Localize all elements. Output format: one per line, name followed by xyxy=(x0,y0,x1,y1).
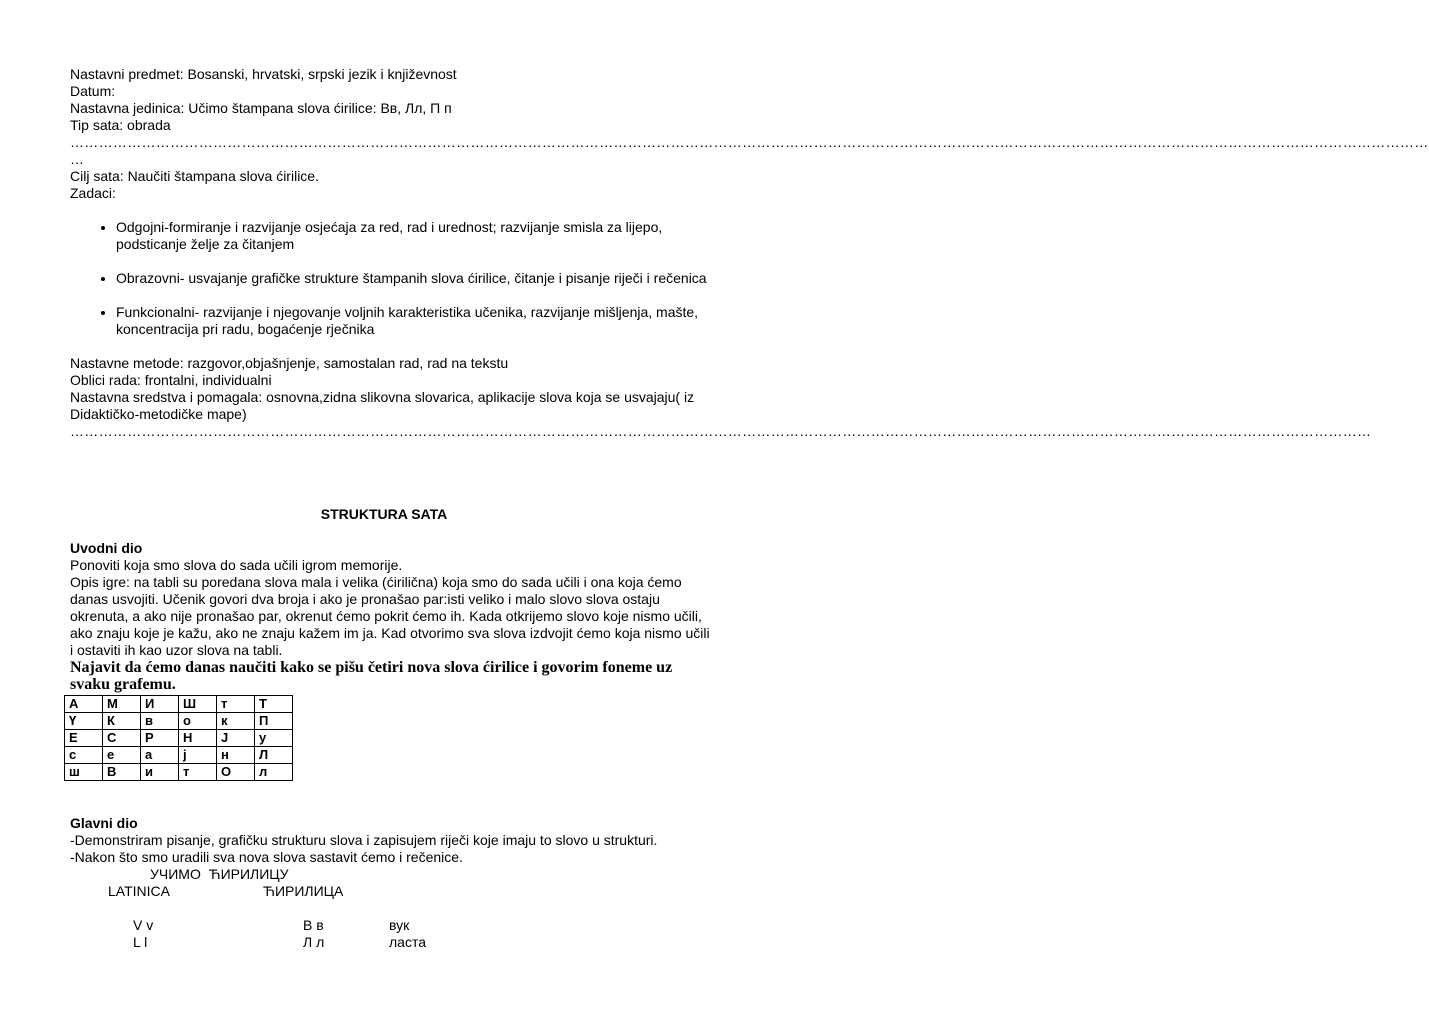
game-description: Opis igre: na tabli su poredana slova mala i velika (ćirilična) koja smo do sada učili i ona koja ćemo danas usvojiti. Učenik govori dva broja i ako je pronašao par:isti veliko i malo slovo slova ostaju okrenuta, a ako nije pronašao par, okrenut ćemo pokrit ćemo ih. Kada otkrijemo slovo koje nismo učili, ako znaju koje je kažu, ako ne znaju kažem im ja. Kad otvorimo sva slova izdvojit ćemo koja nismo učili i ostaviti ih kao uzor slova na tabli. xyxy=(70,574,710,658)
letter-grid-row xyxy=(65,764,293,781)
task-item: • Obrazovni- usvajanje grafičke strukture štampanih slova ćirilice, čitanje i pisanje riječi i rečenica xyxy=(116,270,710,287)
letter-row xyxy=(70,934,710,951)
letter-grid-cell: в xyxy=(141,713,179,730)
teaching-aids-line: Nastavna sredstva i pomagala: osnovna,zidna slikovna slovarica, aplikacije slova koja se usvajaju( iz Didaktičko-metodičke mape) xyxy=(70,389,695,422)
letter-grid-cell: н xyxy=(217,747,255,764)
letter-grid-cell: ш xyxy=(65,764,103,781)
task-item: • Funkcionalni- razvijanje i njegovanje voljnih karakteristika učenika, razvijanje mišljenja, mašte, koncentracija pri radu, bogaćenje rječnika xyxy=(116,304,710,338)
alphabet-heading-row xyxy=(70,866,710,883)
letter-grid-cell: Р xyxy=(141,730,179,747)
letter-grid-cell: П xyxy=(255,713,293,730)
example-word: ласта xyxy=(389,934,426,950)
letter-grid-cell: к xyxy=(217,713,255,730)
cyrillic-letter: В в xyxy=(303,917,324,933)
letter-grid-cell: с xyxy=(65,747,103,764)
letter-grid-cell: т xyxy=(217,696,255,713)
latin-column-header: LATINICA xyxy=(108,883,170,899)
work-forms-line: Oblici rada: frontalni, individualni xyxy=(70,372,272,388)
dotted-separator: …………………………………………………………………………………………………………………………………………………………………………………………………………………………………………………………… xyxy=(70,134,1429,150)
letter-grid-cell: Ј xyxy=(217,730,255,747)
letter-grid-cell: а xyxy=(141,747,179,764)
letter-grid-cell: С xyxy=(103,730,141,747)
letter-grid-cell: у xyxy=(255,730,293,747)
main-section-title: Glavni dio xyxy=(70,815,138,831)
letter-grid-cell: о xyxy=(179,713,217,730)
methods-line: Nastavne metode: razgovor,objašnjenje, samostalan rad, rad na tekstu xyxy=(70,355,509,371)
cyrillic-letter: Л л xyxy=(303,934,325,950)
document-page xyxy=(69,66,1429,951)
letter-grid-cell: л xyxy=(255,764,293,781)
letter-grid-cell: И xyxy=(141,696,179,713)
letter-grid-cell: Л xyxy=(255,747,293,764)
dotted-separator: ………………………………………………………………………………………………………………………………………………………………………………………………………………………………………………… xyxy=(70,423,1372,439)
latin-letter: L l xyxy=(133,934,148,950)
date-line: Datum: xyxy=(70,83,116,99)
example-word: вук xyxy=(389,917,410,933)
letter-grid-row xyxy=(65,696,293,713)
intro-section-title: Uvodni dio xyxy=(70,540,143,556)
letter-grid-row xyxy=(65,747,293,764)
letter-grid-cell: В xyxy=(103,764,141,781)
letter-grid-row xyxy=(65,713,293,730)
lesson-type-line: Tip sata: obrada xyxy=(70,117,171,133)
letter-grid-cell: М xyxy=(103,696,141,713)
letter-grid-cell: К xyxy=(103,713,141,730)
letter-grid xyxy=(64,695,293,781)
announcement-text: Najavit da ćemo danas naučiti kako se pišu četiri nova slova ćirilice i govorim foneme uz svaku grafemu. xyxy=(70,659,673,693)
letter-grid-cell: т xyxy=(179,764,217,781)
letter-grid-cell: А xyxy=(65,696,103,713)
tasks-label: Zadaci: xyxy=(70,185,116,201)
cyrillic-column-header: ЋИРИЛИЦА xyxy=(263,883,344,899)
letter-grid-cell: Ү xyxy=(65,713,103,730)
letter-grid-row xyxy=(65,730,293,747)
letter-row xyxy=(70,917,710,934)
latin-letter: V v xyxy=(133,917,154,933)
letter-grid-cell: Н xyxy=(179,730,217,747)
letter-grid-cell: ј xyxy=(179,747,217,764)
lesson-goal-line: Cilj sata: Naučiti štampana slova ćirilice. xyxy=(70,168,319,184)
tasks-list xyxy=(70,219,710,338)
letter-grid-cell: Е xyxy=(65,730,103,747)
main-instruction-2: -Nakon što smo uradili sva nova slova sastavit ćemo i rečenice. xyxy=(70,849,463,865)
letter-grid-cell: и xyxy=(141,764,179,781)
subject-line: Nastavni predmet: Bosanski, hrvatski, srpski jezik i književnost xyxy=(70,66,457,82)
letter-grid-cell: е xyxy=(103,747,141,764)
main-instruction-1: -Demonstriram pisanje, grafičku strukturu slova i zapisujem riječi koje imaju to slovo u strukturi. xyxy=(70,832,658,848)
intro-paragraph: Ponoviti koja smo slova do sada učili igrom memorije. xyxy=(70,557,403,573)
lesson-structure-title: STRUKTURA SATA xyxy=(320,506,448,522)
letter-grid-cell: Ш xyxy=(179,696,217,713)
lesson-unit-line: Nastavna jedinica: Učimo štampana slova ćirilice: Вв, Лл, П п xyxy=(70,100,452,116)
dotted-separator-continuation: … xyxy=(70,151,84,167)
letter-grid-cell: Т xyxy=(255,696,293,713)
task-item: • Odgojni-formiranje i razvijanje osjećaja za red, rad i urednost; razvijanje smisla za lijepo, podsticanje želje za čitanjem xyxy=(116,219,710,253)
column-headers-row xyxy=(70,883,710,900)
learning-cyrillic-heading: УЧИМО ЋИРИЛИЦУ xyxy=(150,866,289,882)
letter-grid-cell: О xyxy=(217,764,255,781)
